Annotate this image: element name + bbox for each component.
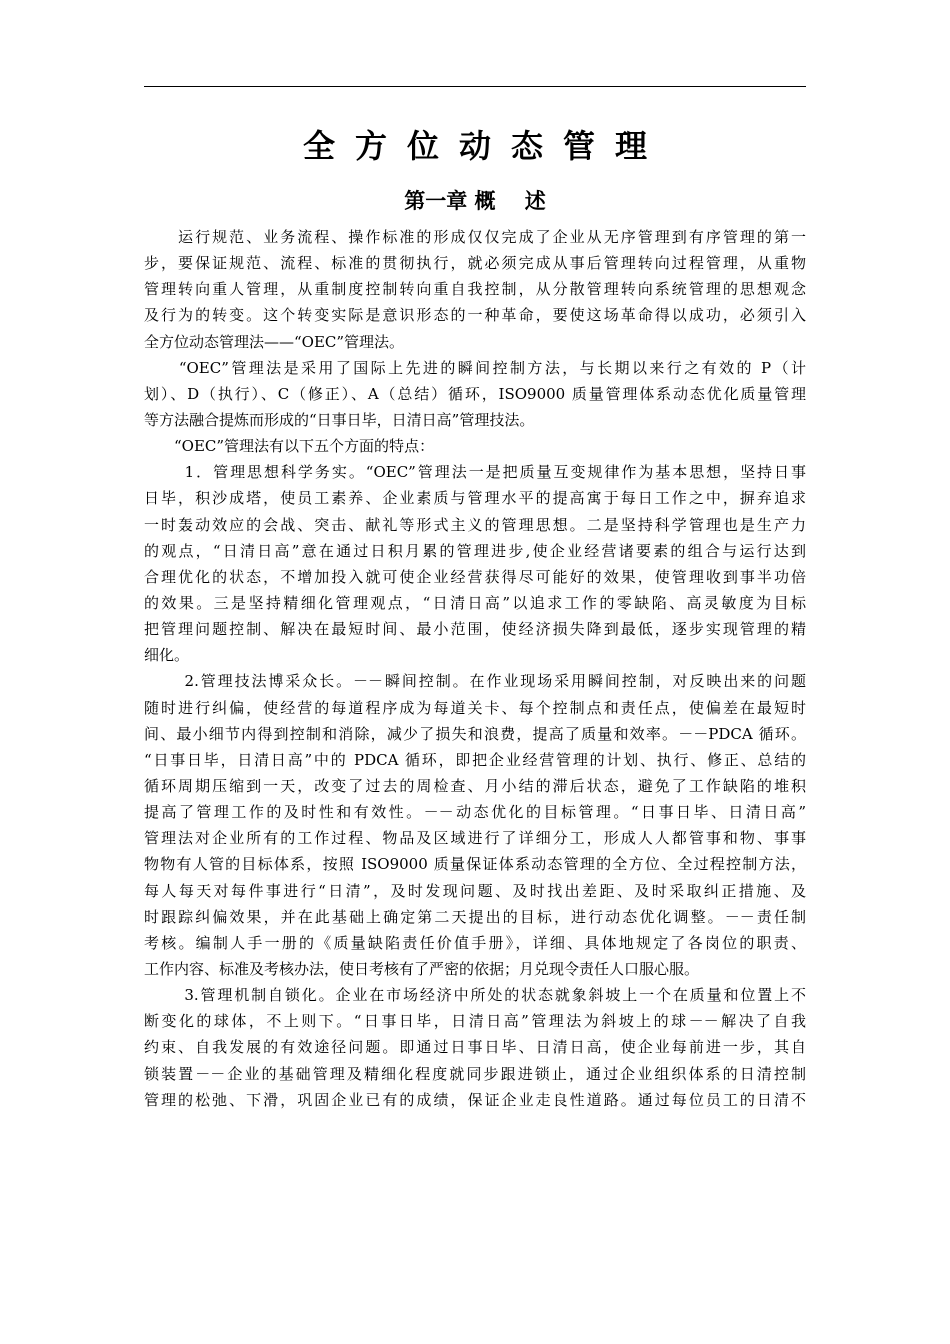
text-line: 一时轰动效应的会战、突击、献礼等形式主义的管理思想。二是坚持科学管理也是生产力 — [144, 515, 806, 534]
text-line: 日毕，积沙成塔，使员工素养、企业素质与管理水平的提高寓于每日工作之中，摒弃追求 — [144, 489, 806, 508]
text-line: 提高了管理工作的及时性和有效性。－－动态优化的目标管理。“日事日毕、日清日高” — [144, 803, 806, 822]
text-line: 步，要保证规范、流程、标准的贯彻执行，就必须完成从事后管理转向过程管理，从重物 — [144, 254, 806, 273]
text-line: 划）、D（执行）、C（修正）、A（总结）循环，ISO9000 质量管理体系动态优化质量管理 — [144, 384, 806, 403]
chapter-heading: 第一章 概 述 — [404, 189, 546, 213]
text-line: 运行规范、业务流程、操作标准的形成仅仅完成了企业从无序管理到有序管理的第一 — [144, 228, 806, 246]
text-line: 的效果。三是坚持精细化管理观点，“日清日高”以追求工作的零缺陷、高灵敏度为目标 — [144, 593, 806, 612]
text-line: 等方法融合提炼而形成的“日事日毕，日清日高”管理技法。 — [144, 410, 535, 429]
text-line: 管理法对企业所有的工作过程、物品及区域进行了详细分工，形成人人都管事和物、事事 — [144, 829, 806, 848]
text-line: 循环周期压缩到一天，改变了过去的周检查、月小结的滞后状态，避免了工作缺陷的堆积 — [144, 776, 806, 795]
document-title: 全方位动态管理 — [302, 127, 667, 165]
text-line: 锁装置－－企业的基础管理及精细化程度就同步跟进锁止，通过企业组织体系的日清控制 — [144, 1064, 806, 1083]
text-line: 细化。 — [144, 646, 190, 665]
body-text — [144, 224, 806, 1113]
text-line: 1．管理思想科学务实。“OEC”管理法一是把质量互变规律作为基本思想，坚持日事 — [144, 463, 806, 482]
text-line: “OEC”管理法是采用了国际上先进的瞬间控制方法，与长期以来行之有效的 P（计 — [144, 358, 806, 377]
text-line: 及行为的转变。这个转变实际是意识形态的一种革命，要使这场革命得以成功，必须引入 — [144, 306, 806, 325]
text-line: 2.管理技法博采众长。－－瞬间控制。在作业现场采用瞬间控制，对反映出来的问题 — [144, 672, 806, 691]
text-line: 把管理问题控制、解决在最短时间、最小范围，使经济损失降到最低，逐步实现管理的精 — [144, 620, 806, 639]
text-line: 全方位动态管理法——“OEC”管理法。 — [144, 332, 405, 351]
text-line: 约束、自我发展的有效途径问题。即通过日事日毕、日清日高，使企业每前进一步，其自 — [144, 1038, 806, 1057]
text-line: 考核。编制人手一册的《质量缺陷责任价值手册》，详细、具体地规定了各岗位的职责、 — [144, 933, 806, 952]
text-line: 工作内容、标准及考核办法，使日考核有了严密的依据；月兑现令责任人口服心服。 — [144, 959, 700, 978]
text-line: 间、最小细节内得到控制和消除，减少了损失和浪费，提高了质量和效率。－－PDCA 循环。 — [144, 724, 806, 743]
text-line: 时跟踪纠偏效果，并在此基础上确定第二天提出的目标，进行动态优化调整。－－责任制 — [144, 907, 806, 926]
text-line: 的观点，“日清日高”意在通过日积月累的管理进步,使企业经营诸要素的组合与运行达到 — [144, 541, 806, 560]
text-line: 每人每天对每件事进行“日清”，及时发现问题、及时找出差距、及时采取纠正措施、及 — [144, 881, 806, 900]
text-line: 3.管理机制自锁化。企业在市场经济中所处的状态就象斜坡上一个在质量和位置上不 — [144, 986, 806, 1005]
text-line: 合理优化的状态，不增加投入就可使企业经营获得尽可能好的效果，使管理收到事半功倍 — [144, 567, 806, 586]
text-line: 管理转向重人管理，从重制度控制转向重自我控制，从分散管理转向系统管理的思想观念 — [144, 280, 806, 299]
text-line: 管理的松弛、下滑，巩固企业已有的成绩，保证企业走良性道路。通过每位员工的日清不 — [144, 1090, 806, 1109]
text-line: “日事日毕，日清日高”中的 PDCA 循环，即把企业经营管理的计划、执行、修正、总结的 — [144, 750, 806, 769]
text-line: “OEC”管理法有以下五个方面的特点： — [144, 437, 435, 456]
text-line: 随时进行纠偏，使经营的每道程序成为每道关卡、每个控制点和责任点，使偏差在最短时 — [144, 698, 806, 717]
header-rule — [144, 86, 806, 87]
text-line: 物物有人管的目标体系，按照 ISO9000 质量保证体系动态管理的全方位、全过程控制方法， — [144, 855, 806, 874]
text-line: 断变化的球体，不上则下。“日事日毕，日清日高”管理法为斜坡上的球－－解决了自我 — [144, 1012, 806, 1031]
